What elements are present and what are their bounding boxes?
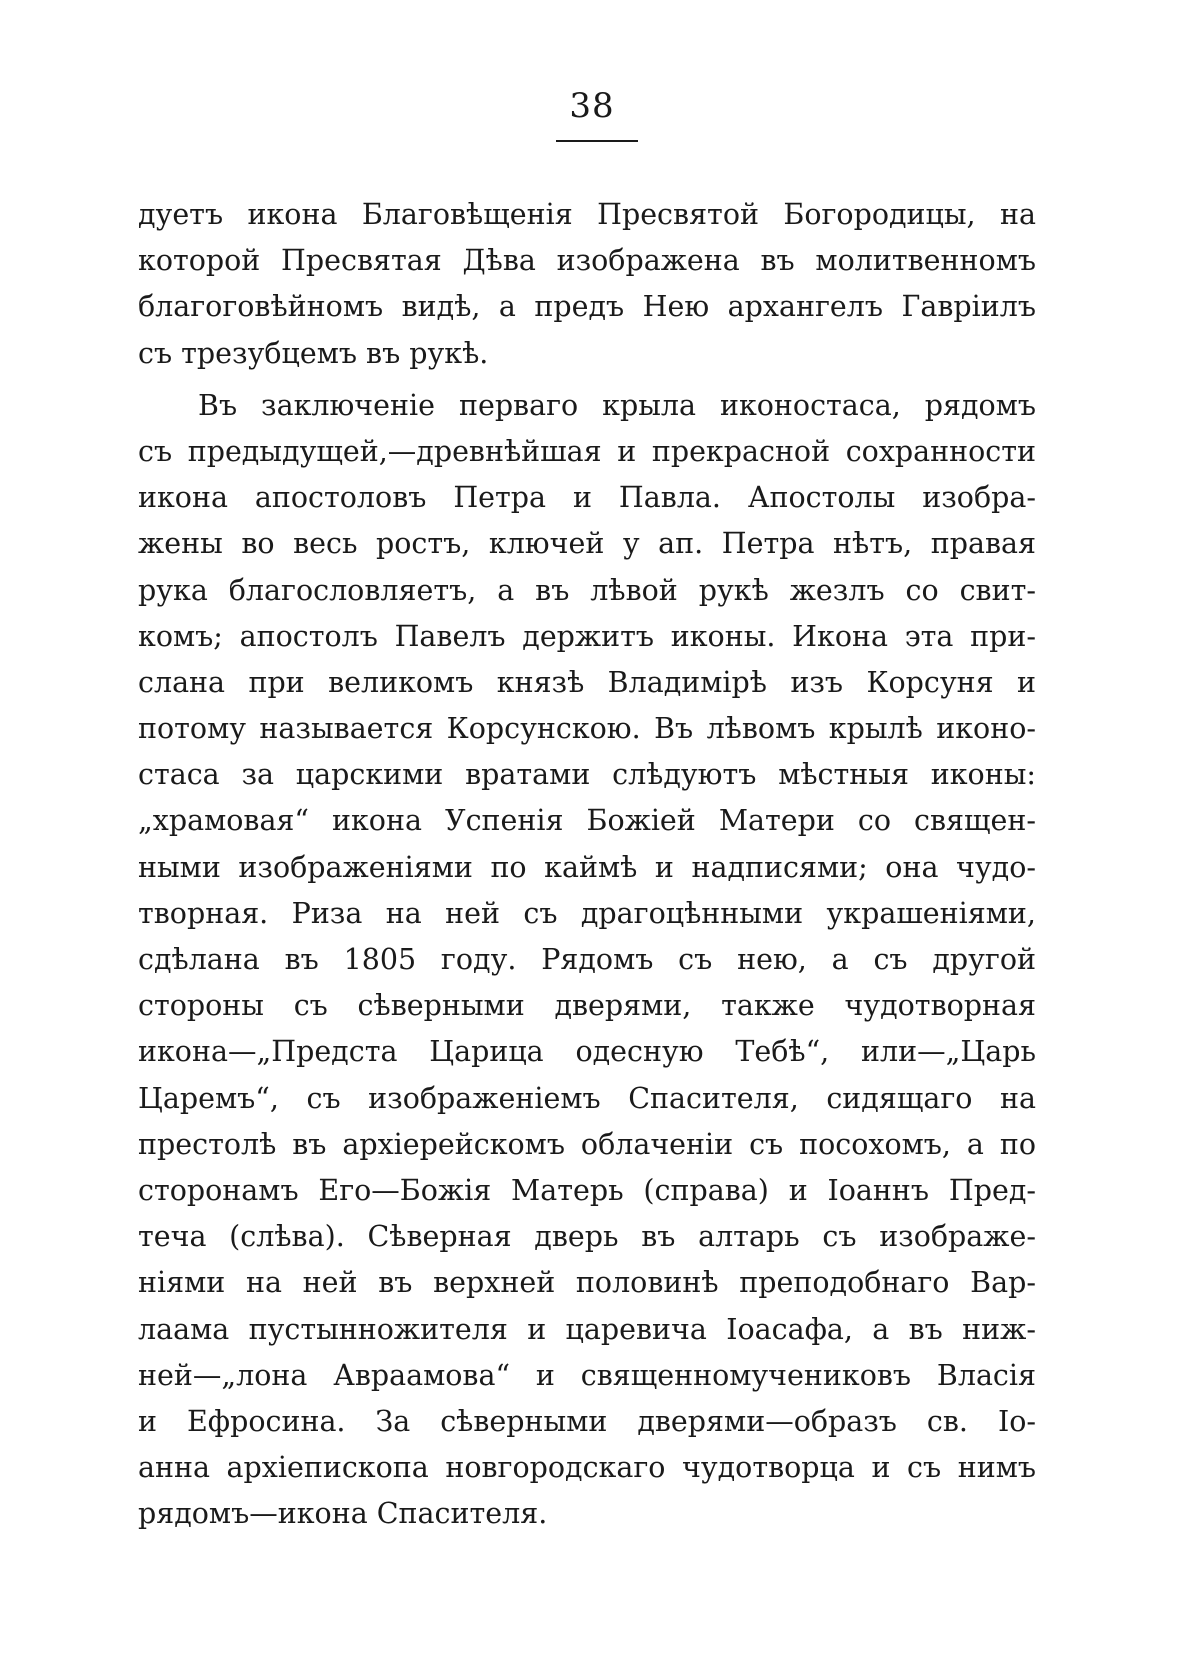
text-line: икона апостоловъ Петра и Павла. Апостолы изобра- [138, 481, 1036, 515]
text-line: рядомъ—икона Спасителя. [138, 1497, 548, 1531]
text-line: ніями на ней въ верхней половинѣ преподобнаго Вар- [138, 1266, 1036, 1300]
text-line: стороны съ сѣверными дверями, также чудотворная [138, 989, 1036, 1023]
text-line: дуетъ икона Благовѣщенія Пресвятой Богородицы, на [138, 198, 1036, 231]
text-line: съ трезубцемъ въ рукѣ. [138, 336, 489, 370]
text-line: и Ефросина. За сѣверными дверями—образъ св. Іо- [138, 1404, 1036, 1438]
text-line: ными изображеніями по каймѣ и надписями; она чудо- [138, 850, 1036, 884]
paragraph-1 [138, 192, 1036, 377]
text-line: престолѣ въ архіерейскомъ облаченіи съ посохомъ, а по [138, 1127, 1036, 1161]
text-line: жены во весь ростъ, ключей у ап. Петра нѣтъ, правая [138, 527, 1036, 561]
paragraph-2 [138, 383, 1036, 1538]
text-line: стаса за царскими вратами слѣдуютъ мѣстныя иконы: [138, 758, 1036, 792]
text-line: благоговѣйномъ видѣ, а предъ Нею архангелъ Гавріилъ [138, 290, 1036, 324]
body-text [138, 192, 1036, 1537]
text-line: которой Пресвятая Дѣва изображена въ молитвенномъ [138, 244, 1036, 278]
text-line: слана при великомъ князѣ Владимірѣ изъ Корсуня и [138, 665, 1036, 699]
text-line: ней—„лона Авраамова“ и священномучениковъ Власія [138, 1358, 1036, 1392]
text-line: лаама пустынножителя и царевича Іоасафа, а въ ниж- [138, 1312, 1036, 1346]
page-number: 38 [569, 86, 615, 126]
text-line: Царемъ“, съ изображеніемъ Спасителя, сидящаго на [138, 1081, 1036, 1115]
text-line: сторонамъ Его—Божія Матерь (справа) и Іоаннъ Пред- [138, 1173, 1036, 1207]
text-line: икона—„Предста Царица одесную Тебѣ“, или—„Царь [138, 1035, 1036, 1069]
text-line: Въ заключеніе перваго крыла иконостаса, рядомъ [198, 388, 1036, 422]
page-number-rule [556, 140, 638, 142]
text-line: „храмовая“ икона Успенія Божіей Матери со священ- [138, 804, 1036, 838]
text-line: теча (слѣва). Сѣверная дверь въ алтарь съ изображе- [138, 1220, 1036, 1254]
text-line: рука благословляетъ, а въ лѣвой рукѣ жезлъ со свит- [138, 573, 1036, 607]
text-line: сдѣлана въ 1805 году. Рядомъ съ нею, а съ другой [138, 943, 1036, 976]
text-line: потому называется Корсунскою. Въ лѣвомъ крылѣ иконо- [138, 712, 1036, 746]
text-line: съ предыдущей,—древнѣйшая и прекрасной сохранности [138, 434, 1036, 468]
text-line: комъ; апостолъ Павелъ держитъ иконы. Икона эта при- [138, 619, 1036, 653]
text-line: анна архіепископа новгородскаго чудотворца и съ нимъ [138, 1451, 1036, 1485]
text-line: творная. Риза на ней съ драгоцѣнными украшеніями, [138, 896, 1036, 930]
